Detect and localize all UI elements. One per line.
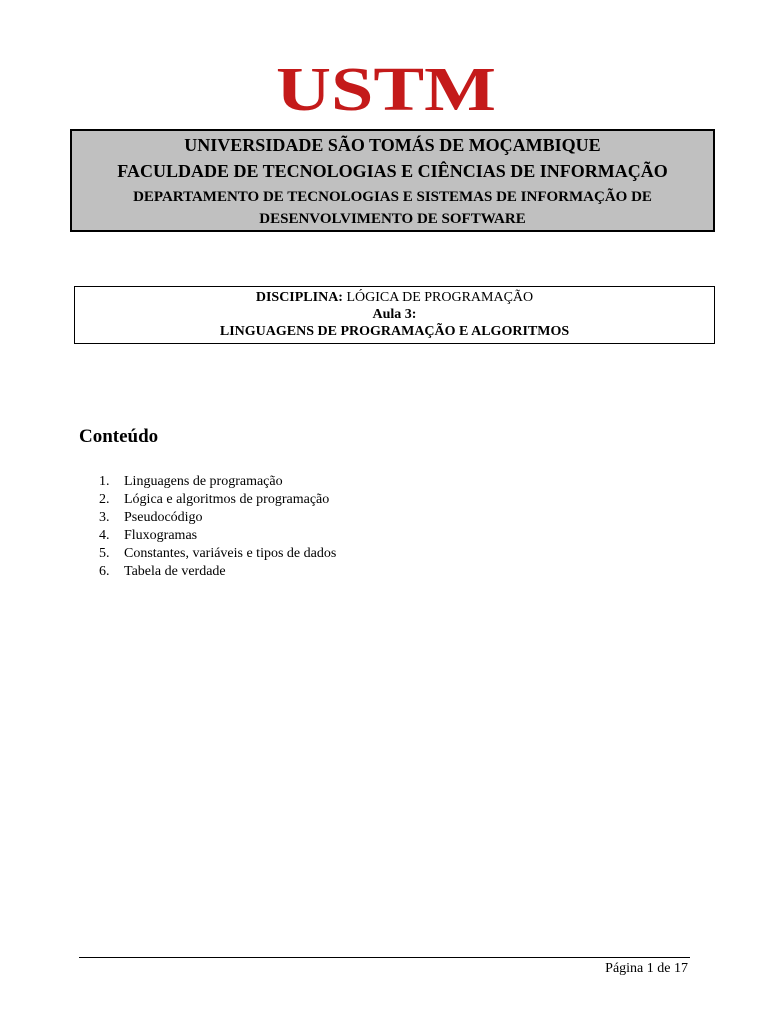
footer-divider <box>79 957 690 958</box>
list-item: 6. Tabela de verdade <box>99 564 226 579</box>
discipline-box <box>74 286 715 344</box>
lesson-title: LINGUAGENS DE PROGRAMAÇÃO E ALGORITMOS <box>219 324 570 339</box>
list-item: 5. Constantes, variáveis e tipos de dados <box>99 546 337 561</box>
ustm-logo <box>276 50 496 112</box>
contents-heading: Conteúdo <box>79 426 159 447</box>
list-item: 4. Fluxogramas <box>99 528 198 543</box>
svg-text:USTM: USTM <box>276 56 496 112</box>
discipline-value: LÓGICA DE PROGRAMAÇÃO <box>346 290 534 305</box>
institution-header <box>70 129 715 232</box>
discipline-row <box>75 289 714 306</box>
faculty-name: FACULDADE DE TECNOLOGIAS E CIÊNCIAS DE INFORMAÇÃO <box>117 161 668 181</box>
list-item: 2. Lógica e algoritmos de programação <box>99 492 330 507</box>
contents-list <box>86 473 336 581</box>
university-name: UNIVERSIDADE SÃO TOMÁS DE MOÇAMBIQUE <box>184 135 601 155</box>
department-name-line2: DESENVOLVIMENTO DE SOFTWARE <box>259 211 526 227</box>
lesson-number: Aula 3: <box>372 307 417 322</box>
department-name-line1: DEPARTAMENTO DE TECNOLOGIAS E SISTEMAS DE INFORMAÇÃO DE <box>133 189 652 205</box>
page-number: Página 1 de 17 <box>605 961 688 976</box>
discipline-label: DISCIPLINA: <box>255 290 343 305</box>
list-item: 3. Pseudocódigo <box>99 510 203 525</box>
list-item: 1. Linguagens de programação <box>99 474 283 489</box>
